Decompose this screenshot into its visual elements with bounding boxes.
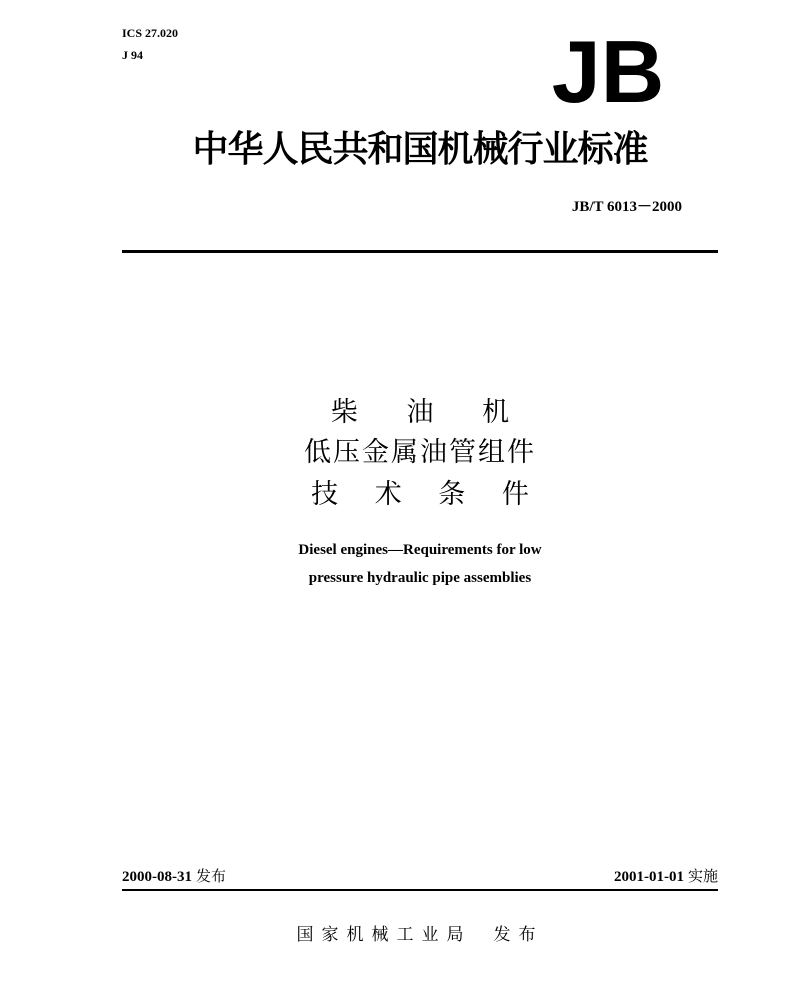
ics-code: ICS 27.020 xyxy=(122,26,179,40)
jb-logo xyxy=(542,30,674,108)
classification-code: J 94 xyxy=(122,48,143,62)
cn-title-line-3: 技 术 条 件 xyxy=(311,479,543,510)
issue-date: 2000-08-31 xyxy=(122,869,192,885)
jb-logo-text: JB xyxy=(551,30,665,108)
implementation-date: 2001-01-01 xyxy=(613,869,684,885)
standard-number: JB/T 6013－2000 xyxy=(571,199,682,215)
implementation-label: 实施 xyxy=(687,867,718,885)
footer-rule xyxy=(122,889,718,891)
publisher-name: 国家机械工业局 xyxy=(296,925,472,945)
header-rule xyxy=(122,250,718,253)
cn-title-line-2: 低压金属油管组件 xyxy=(304,437,536,468)
cn-title-line-1: 柴 油 机 xyxy=(330,397,530,428)
en-title-line-2: pressure hydraulic pipe assemblies xyxy=(308,570,532,586)
en-title-line-1: Diesel engines—Requirements for low xyxy=(298,542,542,558)
publish-label: 发布 xyxy=(493,925,544,945)
issue-label: 发布 xyxy=(196,867,227,885)
issue-info xyxy=(122,866,226,887)
standard-type-title: 中华人民共和国机械行业标准 xyxy=(192,129,648,170)
implementation-info xyxy=(614,866,718,887)
publisher-line xyxy=(122,924,718,946)
